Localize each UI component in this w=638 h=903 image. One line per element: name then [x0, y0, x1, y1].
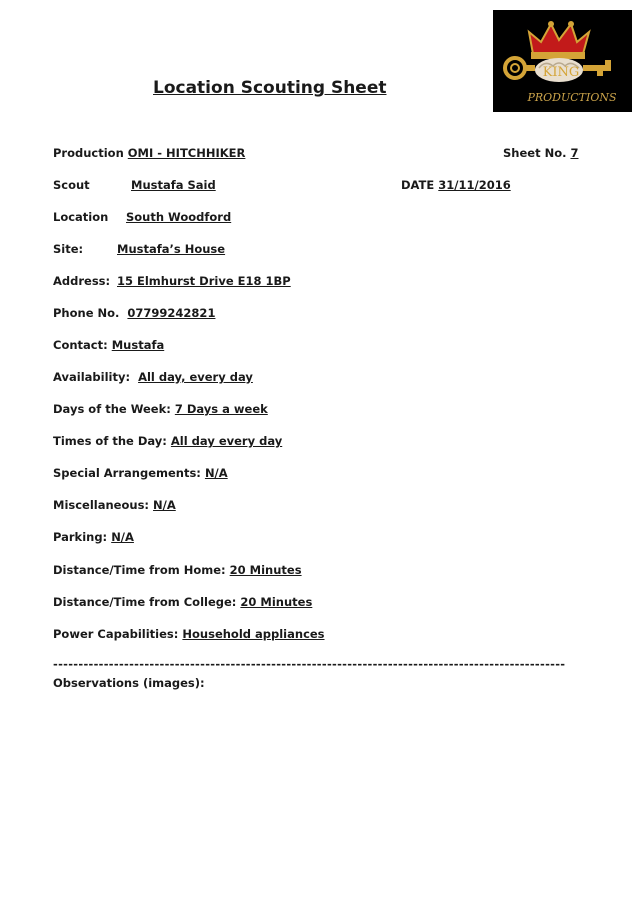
production-label: Production: [53, 146, 124, 160]
production-value: OMI - HITCHHIKER: [127, 146, 246, 160]
distance-home-label: Distance/Time from Home:: [53, 563, 226, 577]
observations-label: Observations (images):: [53, 676, 205, 690]
power-row: [53, 627, 325, 641]
contact-row: [53, 338, 164, 352]
king-productions-logo: [493, 10, 632, 112]
miscellaneous-label: Miscellaneous:: [53, 498, 150, 512]
power-value: Household appliances: [182, 627, 325, 641]
parking-label: Parking:: [53, 530, 108, 544]
contact-value: Mustafa: [111, 338, 165, 352]
date-value: 31/11/2016: [438, 178, 511, 192]
page-title: Location Scouting Sheet: [153, 78, 387, 98]
sheet-no-row: [503, 146, 579, 160]
times-of-day-value: All day every day: [170, 434, 283, 448]
miscellaneous-row: [53, 498, 176, 512]
special-arrangements-row: [53, 466, 228, 480]
site-label: Site:: [53, 242, 84, 256]
distance-college-value: 20 Minutes: [240, 595, 313, 609]
scout-row: [53, 178, 90, 192]
distance-home-value: 20 Minutes: [229, 563, 302, 577]
scout-value: Mustafa Said: [131, 178, 216, 192]
dashed-divider: -----------------------------------------------------------------------------------------------------: [53, 657, 566, 671]
distance-home-row: [53, 563, 302, 577]
parking-row: [53, 530, 134, 544]
site-value: Mustafa’s House: [117, 242, 226, 256]
production-row: [53, 146, 245, 160]
sheet-no-value: 7: [570, 146, 579, 160]
times-of-day-row: [53, 434, 282, 448]
days-of-week-row: [53, 402, 268, 416]
availability-value: All day, every day: [138, 370, 253, 384]
observations-row: [53, 676, 205, 690]
days-of-week-label: Days of the Week:: [53, 402, 171, 416]
special-arrangements-value: N/A: [204, 466, 228, 480]
site-row: [53, 242, 83, 256]
crown-key-fist-icon: [493, 10, 632, 112]
distance-college-label: Distance/Time from College:: [53, 595, 237, 609]
address-label: Address:: [53, 274, 111, 288]
scout-label: Scout: [53, 178, 90, 192]
date-row: [401, 178, 511, 192]
special-arrangements-label: Special Arrangements:: [53, 466, 201, 480]
times-of-day-label: Times of the Day:: [53, 434, 167, 448]
location-value: South Woodford: [126, 210, 232, 224]
location-row: [53, 210, 108, 224]
power-label: Power Capabilities:: [53, 627, 179, 641]
address-value: 15 Elmhurst Drive E18 1BP: [117, 274, 291, 288]
address-row: [53, 274, 110, 288]
contact-label: Contact:: [53, 338, 108, 352]
phone-row: [53, 306, 215, 320]
availability-label: Availability:: [53, 370, 131, 384]
date-label: DATE: [401, 178, 435, 192]
sheet-no-label: Sheet No.: [503, 146, 567, 160]
parking-value: N/A: [111, 530, 134, 544]
logo-king-text: KING: [542, 65, 580, 80]
phone-value: 07799242821: [127, 306, 216, 320]
miscellaneous-value: N/A: [153, 498, 176, 512]
phone-label: Phone No.: [53, 306, 120, 320]
distance-college-row: [53, 595, 312, 609]
logo-productions-text: PRODUCTIONS: [527, 91, 617, 104]
days-of-week-value: 7 Days a week: [174, 402, 268, 416]
location-label: Location: [53, 210, 109, 224]
availability-row: [53, 370, 253, 384]
